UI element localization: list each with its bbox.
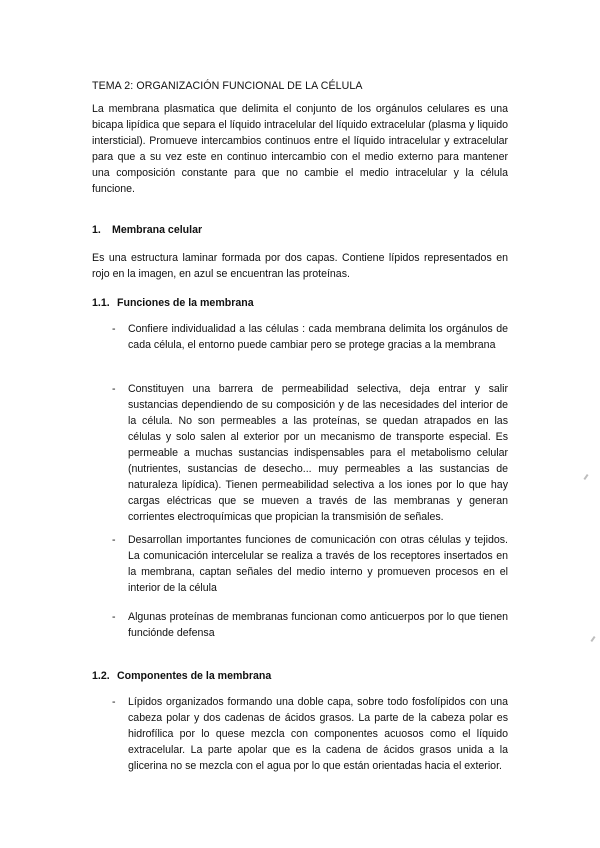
- list-item-text: Desarrollan importantes funciones de comunicación con otras células y tejidos. La comunicación intercelular se realiza a través de los receptores insertados en la membrana, captan señales del medio interno y promueven procesos en el interior de la célula: [128, 534, 508, 594]
- section-title: Membrana celular: [112, 224, 203, 236]
- bullet-dash: -: [112, 383, 116, 395]
- subsection-number: 1.1.: [92, 297, 110, 309]
- subsection-number: 1.2.: [92, 670, 110, 682]
- list-item-text: Lípidos organizados formando una doble capa, sobre todo fosfolípidos con una cabeza polar y dos cadenas de ácidos grasos. La parte de la cabeza polar es hidrofílica por lo quese mezcla con componentes acuosos como el líquido extracelular. La parte apolar que es la cadena de ácidos grasos unida a la glicerina no se mezcla con el agua por lo que están orientadas hacia el exterior.: [128, 696, 508, 772]
- list-item: [112, 694, 508, 774]
- page-title: TEMA 2: ORGANIZACIÓN FUNCIONAL DE LA CÉLULA: [92, 80, 363, 92]
- subsection-title: Funciones de la membrana: [117, 297, 254, 309]
- list-item-text: Constituyen una barrera de permeabilidad selectiva, deja entrar y salir sustancias dependiendo de su composición y de las necesidades del interior de la célula. No son permeables a las proteínas, se quedan atrapados en las células y solo salen al exterior por un mecanismo de transporte especial. Es permeable a muchas sustancias indispensables para el metabolismo celular (nutrientes, sustancias de desecho... muy permeables a las sustancias de naturaleza lipídica). Tienen permeabilidad selectiva a los iones por lo que hay cargas eléctricas que se mueven a través de las membranas y generan corrientes electroquímicas que propician la transmisión de señales.: [128, 383, 508, 523]
- list-item-text: Algunas proteínas de membranas funcionan como anticuerpos por lo que tienen funciónde defensa: [128, 611, 508, 639]
- list-item: [112, 381, 508, 525]
- section-heading-membrana-celular: [92, 224, 202, 236]
- margin-mark: [583, 474, 588, 480]
- subsection-heading-componentes: [92, 670, 271, 682]
- section-paragraph: Es una estructura laminar formada por dos capas. Contiene lípidos representados en rojo en la imagen, en azul se encuentran las proteínas.: [92, 252, 508, 280]
- section-number: 1.: [92, 224, 101, 236]
- list-item: [112, 321, 508, 353]
- bullet-dash: -: [112, 323, 116, 335]
- subsection-title: Componentes de la membrana: [117, 670, 272, 682]
- subsection-heading-funciones: [92, 297, 254, 309]
- margin-mark: [590, 636, 595, 642]
- bullet-dash: -: [112, 611, 116, 623]
- intro-paragraph: La membrana plasmatica que delimita el conjunto de los orgánulos celulares es una bicapa lipídica que separa el líquido intracelular del líquido extracelular (plasma y liquido intersticial). Promueve intercambios continuos entre el líquido intracelular y extracelular para que a su vez este en continuo intercambio con el medio externo para mantener una composición constante para que no cambie el medio intracelular y la célula funcione.: [92, 103, 508, 195]
- list-item-text: Confiere individualidad a las células : cada membrana delimita los orgánulos de cada célula, el entorno puede cambiar pero se protege gracias a la membrana: [128, 323, 508, 351]
- bullet-dash: -: [112, 696, 116, 708]
- list-item: [112, 532, 508, 596]
- list-item: [112, 609, 508, 641]
- bullet-dash: -: [112, 534, 116, 546]
